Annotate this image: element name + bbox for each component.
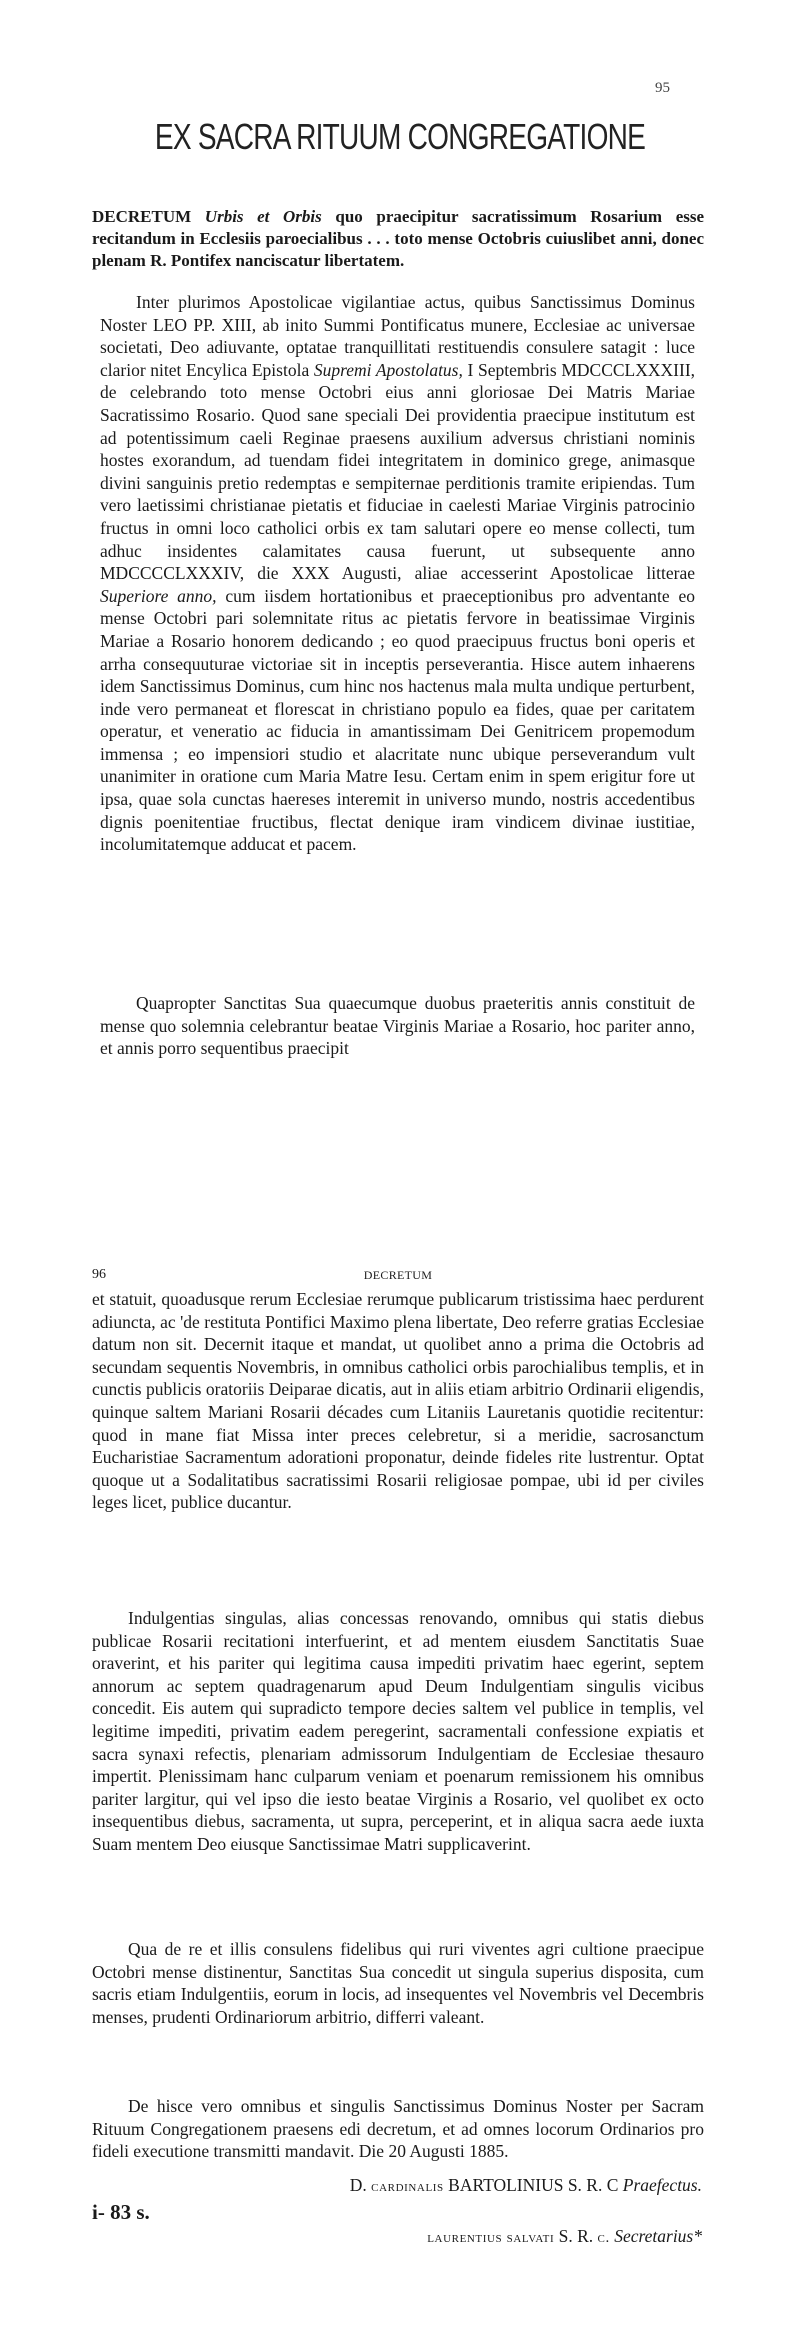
decree-heading: [92, 206, 704, 272]
decree-lead: DECRETUM: [92, 207, 192, 226]
decree-rest: quo praecipitur sacratissimum Rosarium esse recitandum in Ecclesiis paroecialibus . . . toto mense Octobris cuiuslibet anni, donec plenam R. Pontifex nanciscatur libertatem.: [92, 207, 705, 270]
sig1-title: cardinalis: [371, 2179, 444, 2195]
sig2-mid: S. R.: [558, 2226, 594, 2246]
sig2-name: laurentius salvati: [427, 2230, 555, 2246]
paragraph-6: [92, 2095, 704, 2163]
p5-text: Qua de re et illis consulens fidelibus qui ruri viventes agri cultione praecipue Octobri mense distinentur, Sanctitas Sua concedit ut singula superius disposita, cum sacris etiam Indulgentiis, eorum in locis, ad insequentes vel Novembris vel Decembris menses, prudenti Ordinariorum arbitrio, differri valeant.: [92, 1939, 704, 2027]
page-title: EX SACRA RITUUM CONGREGATIONE: [154, 116, 646, 157]
paragraph-3: [92, 1288, 704, 1514]
sig2-role: Secretarius*: [614, 2226, 702, 2246]
p1-text-a: Inter plurimos Apostolicae vigilantiae actus, quibus Sanctissimus Dominus Noster LEO PP. XIII, ab inito Summi Pontificatus munere, Ecclesiae ac universae societati, Deo adiuvante, optatae tranquillitati restituendis consulere satagit : luce clarior nitet Encylica Epistola: [100, 292, 695, 380]
sig2-c: c.: [597, 2230, 610, 2246]
p4-text: Indulgentias singulas, alias concessas renovando, omnibus qui statis diebus publicae Rosarii recitationi interfuerint, et ad mentem eiusdem Sanctitatis Suae oraverint, et his pariter qui legitima causa impediti privatim haec egerint, septem annorum ac septem quadragenarum apud Deum Indulgentiam singulis vicibus concedit. Eis autem qui supradicto tempore decies saltem vel publice in templis, vel legitime impediti, privatim eadem peregerint, sacramentali confessione expiatis et sacra synaxi refectis, plenariam admissorum Indulgentiam de Ecclesiae thesauro impertit. Plenissimam hanc culparum veniam et poenarum remissionem his omnibus pariter largitur, qui vel ipso die iesto beatae Virginis a Rosario, vel quolibet ex octo insequentibus diebus, sacramenta, ut supra, perceperint, et in aliqua sacra aede iuxta Suam mentem Deo eiusque Sanctissimae Matri supplicaverint.: [92, 1608, 704, 1854]
p1-italic-b: Superiore anno,: [100, 585, 217, 606]
running-head-label: DECRETUM: [363, 1268, 433, 1282]
paragraph-1: [100, 291, 695, 856]
sig1-role: Praefectus.: [622, 2175, 702, 2195]
page-number: 95: [655, 80, 670, 96]
signature-secretary: [300, 2226, 702, 2247]
p1-text-b: I Septembris MDCCCLXXXIII, de celebrando toto mense Octobri eius anni gloriosae Dei Matris Mariae Sacratissimo Rosario. Quod sane speciali Dei providentia praecipue institutum est ad potentissimum caeli Reginae praesens auxilium adversus christiani nominis hostes exorandum, ad tuendam fidei integritatem in dominico grege, animasque divini sanguinis pretio redemptas e sempiternae perditionis tramite eripiendas. Tum vero laetissimi christianae pietatis et fiduciae in caelesti Mariae Virginis patrocinio fructus in omni loco catholici orbis ex tam salutari opere eo mense collecti, tum adhuc insidentes calamitates causa fuerunt, ut subsequente anno MDCCCCLXXXIV, die XXX Augusti, aliae accesserint Apostolicae litterae: [100, 359, 696, 584]
p3-text: et statuit, quoadusque rerum Ecclesiae rerumque publicarum tristissima haec perdurent adiuncta, ac 'de restituta Pontifici Maximo plena libertate, Deo referre gratias Ecclesiae datum non sit. Decernit itaque et mandat, ut quolibet anno a prima die Octobris ad secundam sequentis Novembris, in omnibus catholici orbis parochialibus templis, et in cunctis publicis oratoriis Deiparae dicatis, aut in aliis etiam arbitrio Ordinarii eligendis, quinque saltem Mariani Rosarii décades cum Litaniis Lauretanis quotidie recitentur: quod in mane fiat Missa inter preces celebretur, si a meridie, sacrosanctum Eucharistiae Sacramentum adorationi proponatur, deinde fideles rite lustrentur. Optat quoque ut a Sodalitatibus sacratissimi Rosarii religiosae pompae, ubi id per civiles leges licet, publice ducantur.: [92, 1289, 704, 1513]
p6-text: De hisce vero omnibus et singulis Sanctissimus Dominus Noster per Sacram Rituum Congregationem praesens edi decretum, et ad omnes locorum Ordinarios pro fideli executione transmitti mandavit. Die 20 Augusti 1885.: [92, 2096, 704, 2162]
sig1-pre: D.: [349, 2175, 367, 2195]
paragraph-5: [92, 1938, 704, 2028]
seal-mark: i- 83 s.: [92, 2200, 150, 2224]
decree-urbis: Urbis et Orbis: [204, 207, 322, 226]
sig1-name: BARTOLINIUS S. R. C: [448, 2175, 619, 2195]
p2-text: Quapropter Sanctitas Sua quaecumque duobus praeteritis annis constituit de mense quo solemnia celebrantur beatae Virginis Mariae a Rosario, hoc pariter anno, et annis porro sequentibus praecipit: [100, 993, 695, 1059]
page-number-bottom: 96: [92, 1267, 106, 1282]
signature-prefect: [232, 2175, 702, 2196]
p1-italic-a: Supremi Apostolatus,: [313, 359, 463, 380]
running-head: [92, 1267, 704, 1287]
paragraph-2: [100, 992, 695, 1060]
paragraph-4: [92, 1607, 704, 1856]
p1-text-c: cum iisdem hortationibus et praeceptionibus pro adventante eo mense Octobri pari solemnitate ritus ac pietatis fervore in beatissimae Virginis Mariae a Rosario honorem dedicando ; eo quod praecipuus fructus boni operis et arrha consequuturae victoriae sit in inceptis perseverantia. Hisce autem inhaerens idem Sanctissimus Dominus, cum hinc nos hactenus mala multa undique perturbent, inde vero permaneat et florescat in christiano populo ea fides, quae per caritatem operatur, et veneratio ac fiducia in amantissimam Dei Genitricem propemodum immensa ; eo impensiori studio et alacritate nunc ubique perseverandum vult unanimiter in oratione cum Maria Matre Iesu. Certam enim in spem erigitur fore ut ipsa, quae sola cunctas haereses interemit in universo mundo, nostris accedentibus dignis poenitentiae fructibus, flectat denique iram vindicem divinae iustitiae, incolumitatemque adducat et pacem.: [100, 585, 695, 855]
